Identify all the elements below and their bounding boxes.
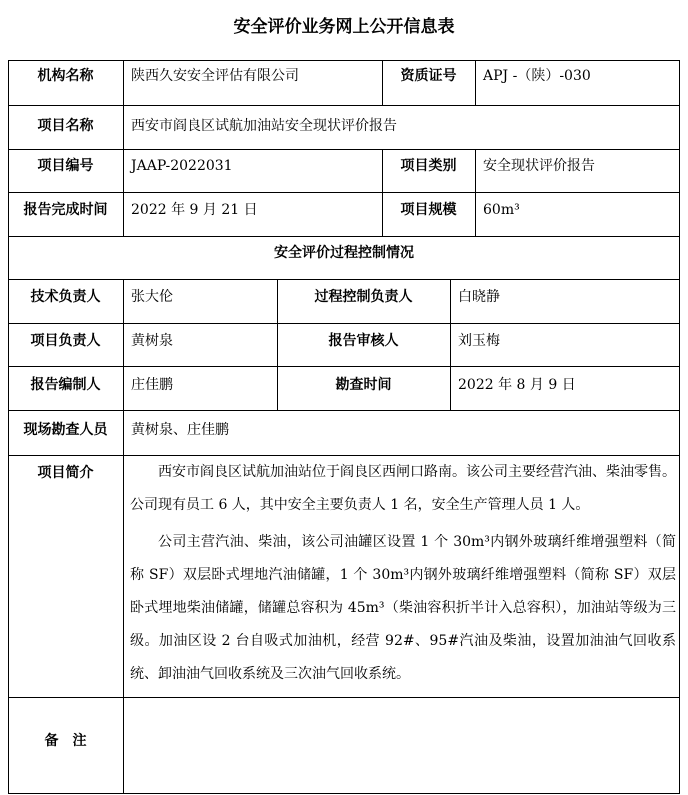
col-divider — [450, 279, 451, 410]
row-divider — [8, 192, 680, 193]
project-type-value: 安全现状评价报告 — [483, 158, 595, 174]
compiler-value: 庄佳鹏 — [131, 377, 173, 393]
row-divider — [8, 366, 680, 367]
tech-lead-label: 技术负责人 — [30, 289, 101, 305]
project-no-value: JAAP-2022031 — [131, 158, 233, 174]
summary-paragraph-1: 西安市阎良区试航加油站位于阎良区西闸口路南。该公司主要经营汽油、柴油零售。公司现有员工 6 人，其中安全主要负责人 1 名，安全生产管理人员 1 人。 — [130, 464, 676, 513]
compiler-label: 报告编制人 — [30, 377, 101, 393]
section-heading: 安全评价过程控制情况 — [274, 245, 414, 261]
summary-paragraph-2: 公司主营汽油、柴油，该公司油罐区设置 1 个 30m³内钢外玻璃纤维增强塑料（简称 SF）双层卧式埋地汽油储罐，1 个 30m³内钢外玻璃纤维增强塑料（简称 SF）双层卧式埋地柴油储罐，储罐总容积为 45m³（柴油容积折半计入总容积），加油站等级为三级。加油区设 2 台自吸式加油机，经营 92#、95#汽油及柴油，设置加油油气回收系统、卸油油气回收系统及三次油气回收系统。 — [130, 534, 676, 682]
cert-value: APJ -（陕）-030 — [483, 68, 591, 84]
scale-label: 项目规模 — [400, 202, 457, 218]
surveyors-value: 黄树泉、庄佳鹏 — [131, 422, 229, 438]
summary-label: 项目简介 — [37, 465, 94, 481]
reviewer-value: 刘玉梅 — [458, 333, 500, 349]
row-divider — [8, 697, 680, 698]
project-name-label: 项目名称 — [37, 118, 94, 134]
scale-value: 60m³ — [483, 202, 520, 218]
cert-label: 资质证号 — [400, 68, 457, 84]
process-lead-label: 过程控制负责人 — [314, 289, 413, 305]
project-type-label: 项目类别 — [400, 158, 457, 174]
survey-time-value: 2022 年 8 月 9 日 — [458, 377, 576, 393]
survey-time-label: 勘查时间 — [335, 377, 392, 393]
page-title: 安全评价业务网上公开信息表 — [233, 17, 455, 37]
row-divider — [8, 236, 680, 237]
completion-value: 2022 年 9 月 21 日 — [131, 202, 258, 218]
project-no-label: 项目编号 — [37, 158, 94, 174]
row-divider — [8, 323, 680, 324]
completion-label: 报告完成时间 — [23, 202, 108, 218]
project-name-value: 西安市阎良区试航加油站安全现状评价报告 — [131, 118, 397, 134]
row-divider — [8, 105, 680, 106]
reviewer-label: 报告审核人 — [328, 333, 399, 349]
project-lead-value: 黄树泉 — [131, 333, 173, 349]
col-divider — [475, 149, 476, 236]
project-lead-label: 项目负责人 — [30, 333, 101, 349]
row-divider — [8, 410, 680, 411]
col-divider — [123, 279, 124, 794]
row-divider — [8, 279, 680, 280]
process-lead-value: 白晓静 — [458, 289, 500, 305]
org-label: 机构名称 — [37, 68, 94, 84]
row-divider — [8, 149, 680, 150]
remarks-label: 备 注 — [44, 733, 87, 749]
org-value: 陕西久安安全评估有限公司 — [131, 68, 299, 84]
surveyors-label: 现场勘查人员 — [23, 422, 108, 438]
tech-lead-value: 张大伦 — [131, 289, 173, 305]
col-divider — [475, 60, 476, 105]
col-divider — [123, 60, 124, 236]
